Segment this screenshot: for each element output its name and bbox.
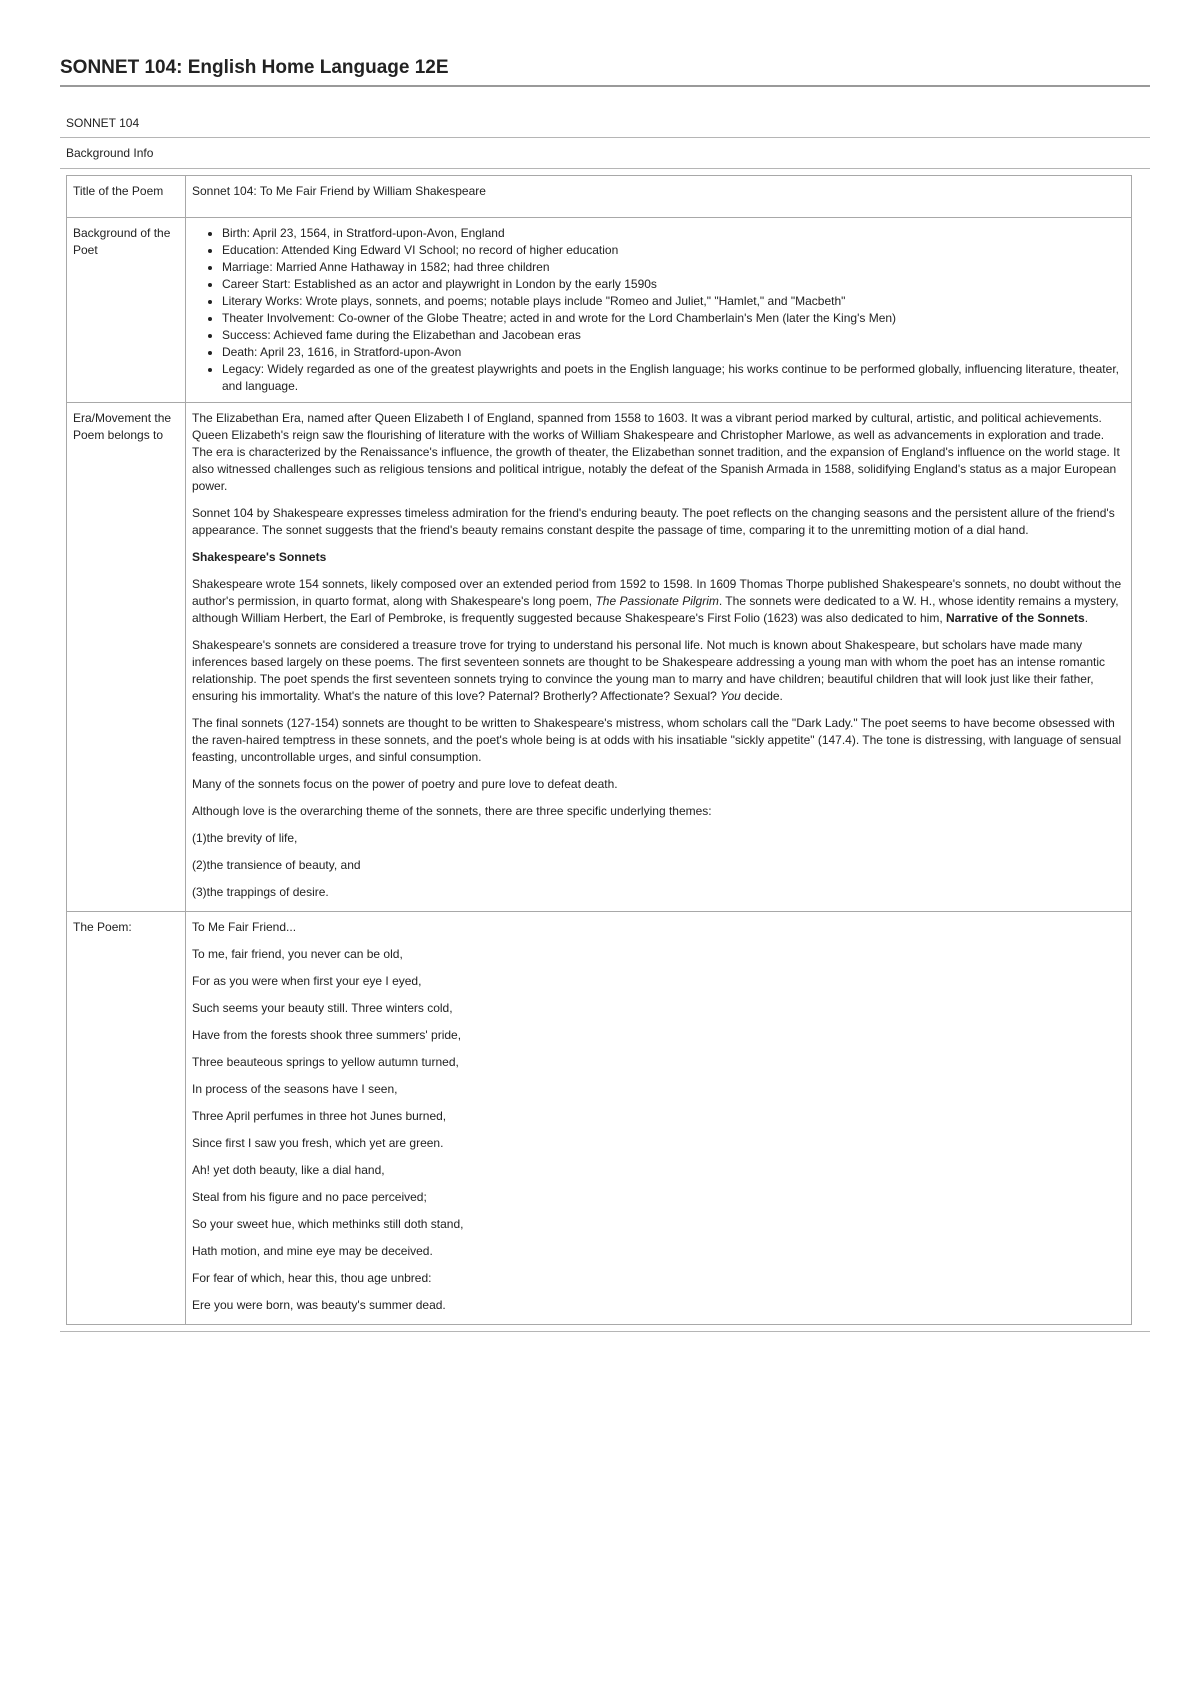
poem-row	[67, 912, 1132, 1325]
paragraph-text: decide.	[740, 689, 783, 703]
theme-item: (3)the trappings of desire.	[192, 885, 329, 899]
section-heading: SONNET 104	[66, 116, 140, 130]
title-divider	[60, 85, 1150, 87]
personal-life-paragraph	[192, 637, 1125, 705]
list-item: • Success: Achieved fame during the Elizabethan and Jacobean eras	[222, 327, 1125, 344]
poem-line: To me, fair friend, you never can be old,	[192, 947, 403, 961]
poem-line: Since first I saw you fresh, which yet are green.	[192, 1136, 444, 1150]
death-paragraph: Many of the sonnets focus on the power of poetry and pure love to defeat death.	[192, 777, 618, 791]
list-item: • Career Start: Established as an actor and playwright in London by the early 1590s	[222, 276, 1125, 293]
dark-lady-paragraph: The final sonnets (127-154) sonnets are thought to be written to Shakespeare's mistress, whom scholars call the "Dark Lady." The poet seems to have become obsessed with the raven-haired temptress in these sonnets, and the poet's whole being is at odds with his insatiable "sickly appetite" (147.4). The tone is distressing, with language of sensual feasting, uncontrollable urges, and sinful consumption.	[192, 716, 1122, 764]
info-table	[66, 175, 1132, 1325]
poem-line: Three April perfumes in three hot Junes burned,	[192, 1109, 447, 1123]
era-row	[67, 403, 1132, 912]
poem-line: Have from the forests shook three summers' pride,	[192, 1028, 462, 1042]
poem-line: Three beauteous springs to yellow autumn turned,	[192, 1055, 459, 1069]
theme-item: (2)the transience of beauty, and	[192, 858, 361, 872]
emphasis-text: You	[720, 689, 741, 703]
list-item: • Legacy: Widely regarded as one of the greatest playwrights and poets in the English language; his works continue to be performed globally, influencing literature, theater, and language.	[222, 361, 1125, 395]
background-row-label: Background of the Poet	[67, 218, 186, 403]
poem-line: Ere you were born, was beauty's summer dead.	[192, 1298, 446, 1312]
poem-line: In process of the seasons have I seen,	[192, 1082, 398, 1096]
paragraph-text: Shakespeare's sonnets are considered a treasure trove for trying to understand his personal life. Not much is known about Shakespeare, but scholars have made many inferences based largely on these poems. The first seventeen sonnets are thought to be Shakespeare addressing a young man with whom the poet has an intense romantic relationship. The poet spends the first seventeen sonnets trying to convince the young man to marry and have children; beautiful children that will look just like their father, ensuring his immortality. What's the nature of this love? Paternal? Brotherly? Affectionate? Sexual?	[192, 638, 1106, 703]
poem-line: Hath motion, and mine eye may be deceived.	[192, 1244, 433, 1258]
paragraph-text: Shakespeare wrote 154 sonnets, likely composed over an extended period from 1592 to 1598. In 1609 Thomas Thorpe published Shakespeare's sonnets, no doubt without the author's permission, in quarto format, along with Shakespeare's long poem,	[192, 577, 1122, 608]
bottom-divider	[60, 1331, 1150, 1332]
poem-title: To Me Fair Friend...	[192, 920, 297, 934]
poem-row-label: The Poem:	[67, 912, 186, 1325]
sonnet-summary-paragraph: Sonnet 104 by Shakespeare expresses timeless admiration for the friend's enduring beauty. The poet reflects on the changing seasons and the persistent allure of the friend's appearance. The sonnet suggests that the friend's beauty remains constant despite the passage of time, comparing it to the unremitting motion of a dial hand.	[192, 506, 1115, 537]
section-divider	[60, 137, 1150, 138]
era-row-value	[186, 403, 1132, 912]
poem-line: For fear of which, hear this, thou age unbred:	[192, 1271, 432, 1285]
poem-line: Ah! yet doth beauty, like a dial hand,	[192, 1163, 385, 1177]
sonnets-heading	[192, 549, 1125, 566]
paragraph-text: . The sonnets were dedicated to a W. H., whose identity remains a mystery, although William Herbert, the Earl of Pembroke, is frequently suggested because Shakespeare's First Folio (1623) was also dedicated to him,	[192, 594, 1119, 625]
book-title: The Passionate Pilgrim	[595, 594, 719, 608]
page-title: SONNET 104: English Home Language 12E	[60, 57, 449, 78]
title-row-label: Title of the Poem	[67, 176, 186, 218]
poem-line: For as you were when first your eye I eyed,	[192, 974, 422, 988]
list-item: • Theater Involvement: Co-owner of the Globe Theatre; acted in and wrote for the Lord Chamberlain's Men (later the King's Men)	[222, 310, 1125, 327]
title-row-value: Sonnet 104: To Me Fair Friend by William Shakespeare	[186, 176, 1132, 218]
subsection-heading: Background Info	[66, 146, 154, 160]
sonnets-history-paragraph	[192, 576, 1125, 627]
list-item: • Education: Attended King Edward VI School; no record of higher education	[222, 242, 1125, 259]
background-row-value	[186, 218, 1132, 403]
list-item: • Death: April 23, 1616, in Stratford-upon-Avon	[222, 344, 1125, 361]
poem-text	[186, 912, 1132, 1325]
title-row	[67, 176, 1132, 218]
era-paragraph: The Elizabethan Era, named after Queen Elizabeth I of England, spanned from 1558 to 1603. It was a vibrant period marked by cultural, artistic, and political achievements. Queen Elizabeth's reign saw the flourishing of literature with the works of William Shakespeare and Christopher Marlowe, as well as advancements in exploration and trade. The era is characterized by the Renaissance's influence, the growth of theater, the Elizabethan sonnet tradition, and the expansion of England's influence on the world stage. It also witnessed challenges such as religious tensions and political intrigue, notably the defeat of the Spanish Armada in 1588, solidifying England's status as a major European power.	[192, 411, 1120, 493]
list-item: • Birth: April 23, 1564, in Stratford-upon-Avon, England	[222, 225, 1125, 242]
paragraph-text: .	[1084, 611, 1089, 625]
poet-facts-list	[192, 225, 1125, 395]
subsection-divider	[60, 168, 1150, 169]
themes-intro-paragraph: Although love is the overarching theme of the sonnets, there are three specific underlying themes:	[192, 804, 712, 818]
theme-item: (1)the brevity of life,	[192, 831, 298, 845]
narrative-link-text: Narrative of the Sonnets	[946, 611, 1085, 625]
list-item: • Literary Works: Wrote plays, sonnets, and poems; notable plays include "Romeo and Juliet," "Hamlet," and "Macbeth"	[222, 293, 1125, 310]
poem-line: Steal from his figure and no pace perceived;	[192, 1190, 427, 1204]
sonnets-heading-text: Shakespeare's Sonnets	[192, 550, 327, 564]
background-row	[67, 218, 1132, 403]
list-item: • Marriage: Married Anne Hathaway in 1582; had three children	[222, 259, 1125, 276]
poem-line: Such seems your beauty still. Three winters cold,	[192, 1001, 453, 1015]
poem-line: So your sweet hue, which methinks still doth stand,	[192, 1217, 464, 1231]
era-row-label: Era/Movement the Poem belongs to	[67, 403, 186, 912]
